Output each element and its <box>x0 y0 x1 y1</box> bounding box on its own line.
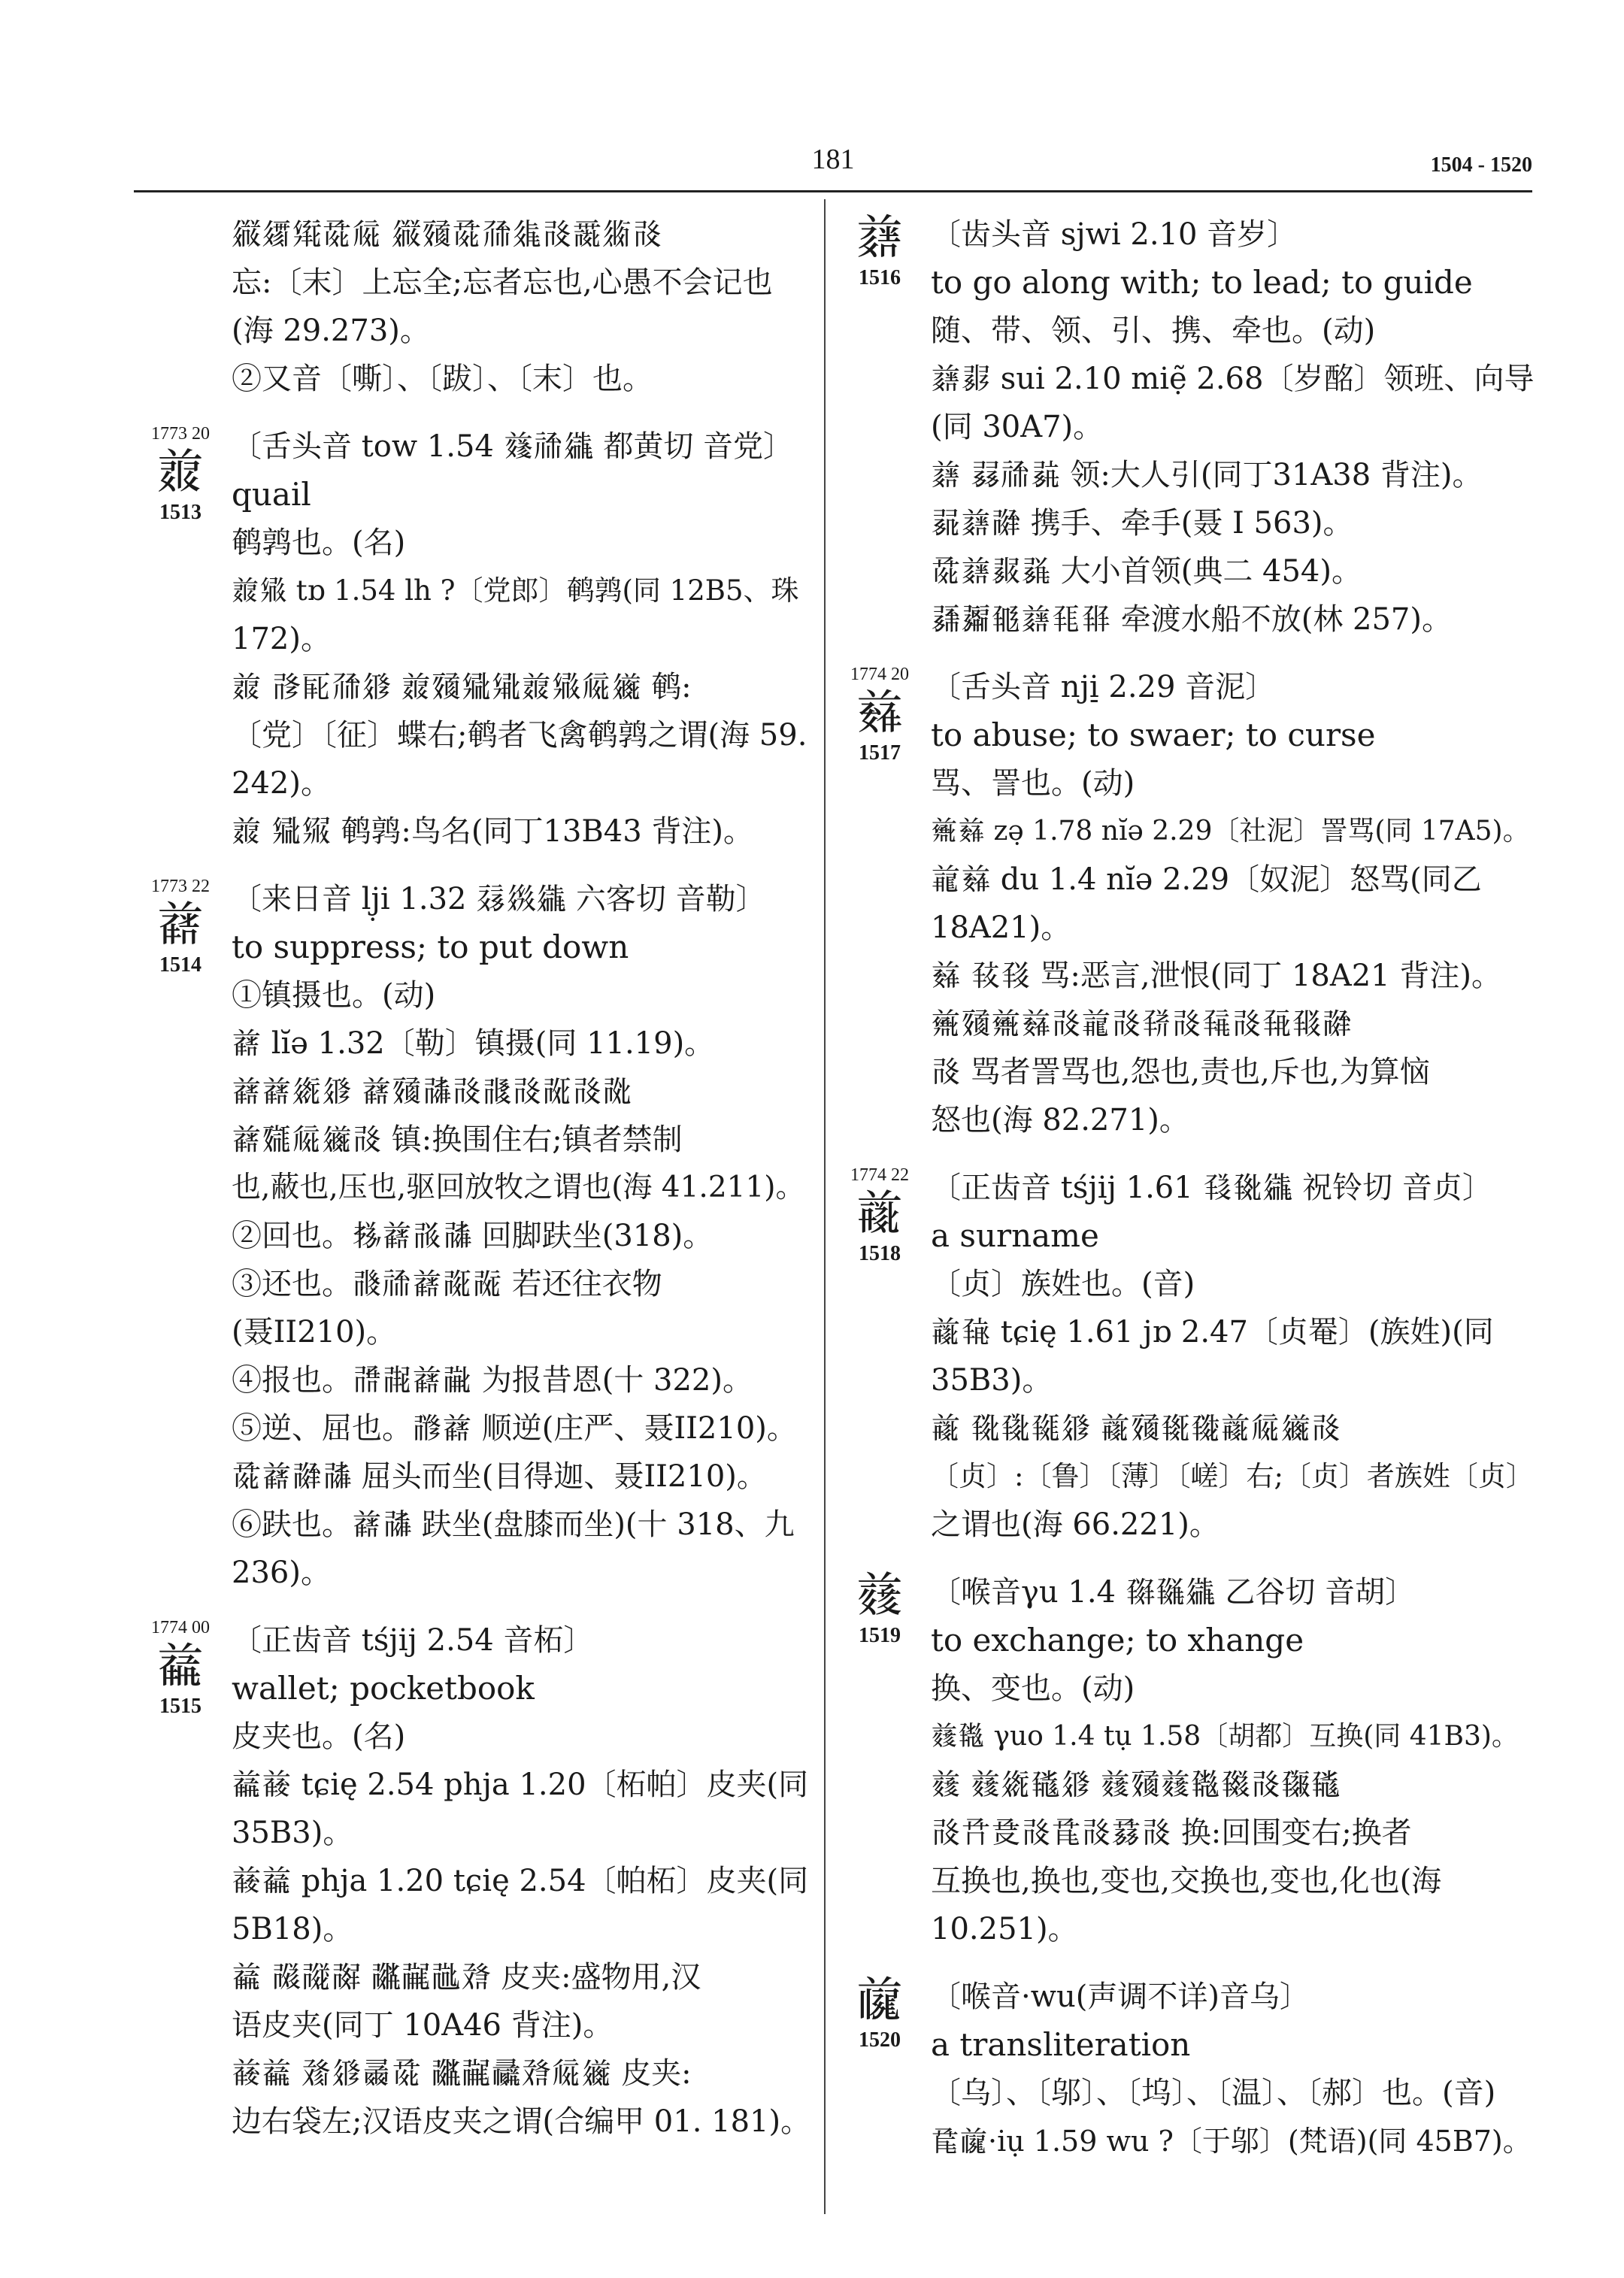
english-gloss: to exchange; to xhange <box>931 1622 1304 1659</box>
entry-number: 1516 <box>859 266 901 289</box>
head-glyph: 𗓲 <box>156 897 205 953</box>
entry-line: 5B18)。 <box>232 1912 353 1946</box>
entry-line: 〔贞〕族姓也。(音) <box>931 1267 1195 1301</box>
entry-line: 之谓也(海 66.221)。 <box>931 1507 1220 1542</box>
entry-line: 忘:〔末〕上忘全;忘者忘也,心愚不会记也 <box>232 265 773 300</box>
entry-line: 〔贞〕:〔鲁〕〔薄〕〔嵯〕右;〔贞〕者族姓〔贞〕 <box>931 1460 1534 1492</box>
entry-line: 𗓺 𗓺𗦵𗱋𗤁 𗓺𗸰𗓺𗱊𗱌𗰗𗱍𗱋 <box>931 1768 1341 1802</box>
entry-line: 𗓳 𗰥𗰦𗰧 𗰨𗰩𗰪𗰫 皮夹:盛物用,汉 <box>232 1960 701 1995</box>
entry-line: 随、带、领、引、携、牵也。(动) <box>931 314 1376 348</box>
entry-line: ②又音〔嘶〕、〔跋〕、〔末〕也。 <box>232 362 653 396</box>
entry-line: 〔舌头音 tow 1.54 𗔁𗘿𗪘 都黄切 音党〕 <box>232 429 794 464</box>
entry-line: 也,蔽也,压也,驱回放牧之谓也(海 41.211)。 <box>232 1171 805 1204</box>
entry-number: 1519 <box>859 1624 901 1647</box>
english-gloss: to suppress; to put down <box>232 928 629 965</box>
entry-line: 骂、詈也。(动) <box>931 766 1135 801</box>
entry-line: 10.251)。 <box>931 1912 1078 1946</box>
entry-line: 𗓴𗓳 phja 1.20 tɕię 2.54〔帕柘〕皮夹(同 <box>232 1864 809 1898</box>
entry-number: 1514 <box>159 953 201 977</box>
entry-number: 1513 <box>159 501 201 524</box>
column-divider <box>824 199 826 2214</box>
english-gloss: to go along with; to lead; to guide <box>931 264 1473 301</box>
entry-line: (海 29.273)。 <box>232 314 430 348</box>
english-gloss: a surname <box>931 1217 1099 1254</box>
four-corner-code: 1774 00 <box>151 1618 210 1637</box>
english-gloss: a transliteration <box>931 2026 1191 2063</box>
dictionary-entry <box>842 1164 1534 1549</box>
entry-line: 互换也,换也,变也,交换也,变也,化也(海 <box>931 1864 1442 1898</box>
entry-line: 𗰲𗓵𗰤 携手、牵手(聂 I 563)。 <box>931 506 1353 541</box>
entry-line: 𗓴𗓳 𗰬𗤁𗰭𗱕 𗰨𗰩𗰮𗰫𗏁𗫂 皮夹: <box>232 2056 692 2091</box>
head-glyph: 𗓶 <box>856 685 904 741</box>
entry-gutter <box>143 1616 218 1720</box>
entry-line: 𗓲 lĭə 1.32〔勒〕镇摄(同 11.19)。 <box>232 1026 715 1061</box>
four-corner-code: 1774 22 <box>850 1165 909 1185</box>
entry-line: 边右袋左;汉语皮夹之谓(合编甲 01. 181)。 <box>232 2104 811 2139</box>
entry-gutter <box>143 423 218 526</box>
entry-gutter <box>842 663 917 767</box>
entry-line: 怒也(海 82.271)。 <box>931 1103 1189 1137</box>
entry-line: 𗓱 𗰔𗀄𗗙𗤁 𗓱𗸰𗋐𗋑𗓱𗋒𗏁𗫂 鹌: <box>232 670 692 704</box>
four-corner-code: 1773 20 <box>151 424 210 444</box>
entry-line: 〔来日音 lj̣i 1.32 𗡬𗤺𗪘 六客切 音勒〕 <box>232 882 766 916</box>
entry-gutter <box>842 1568 917 1649</box>
entry-line: 172)。 <box>232 622 331 656</box>
dictionary-entry <box>143 211 812 403</box>
entry-line: 〔齿头音 sjwi 2.10 音岁〕 <box>931 217 1298 252</box>
dictionary-entry <box>842 663 1534 1144</box>
entry-line: 𗰗𗱎𗱏𗰗𗱐𗰗𗱑𗰗 换:回围变右;换者 <box>931 1816 1412 1850</box>
entry-line: 语皮夹(同丁 10A46 背注)。 <box>232 2008 614 2043</box>
english-gloss: wallet; pocketbook <box>232 1670 535 1707</box>
entry-line: ③还也。𗰝𗘿𗓲𗰞𗰟 若还往衣物 <box>232 1267 662 1301</box>
entry-number: 1517 <box>859 741 901 765</box>
entry-line: 𗓱 𗋐𗋔 鹌鹑:鸟名(同丁13B43 背注)。 <box>232 814 754 849</box>
entry-line: 𗓲𗓲𗦵𗤁 𗓲𗸰𗰜𗰗𗰘𗰗𗰙𗰗𗰚 <box>232 1074 632 1109</box>
entry-line: 𗰵𗰶𗰷𗓵𗰸𗰹 牵渡水船不放(林 257)。 <box>931 602 1452 637</box>
entry-line: ①镇摄也。(动) <box>232 978 436 1013</box>
entry-line: 𗓲𗸱𗏁𗫂𗰗 镇:换围住右;镇者禁制 <box>232 1122 683 1157</box>
left-column <box>143 211 812 2165</box>
entry-line: 𗓶 𗰺𗰻 骂:恶言,泄恨(同丁 18A21 背注)。 <box>931 959 1501 993</box>
entry-line: 𗱕𗓲𗰤𗰜 屈头而坐(目得迦、聂II210)。 <box>232 1459 767 1494</box>
entry-line: 𗱒𗓻·iụ 1.59 wu ?〔于邬〕(梵语)(同 45B7)。 <box>931 2125 1532 2158</box>
entry-line: 𗓱𗋒 tɒ 1.54 lh ?〔党郎〕鹌鹑(同 12B5、珠 <box>232 574 799 607</box>
entry-line: 鹌鹑也。(名) <box>232 526 406 560</box>
entry-line: ④报也。𗰠𗰡𗓲𗰢 为报昔恩(十 322)。 <box>232 1363 753 1398</box>
entry-gutter <box>143 875 218 979</box>
entry-line: 𗓹 𗱃𗱄𗱅𗤁 𗓹𗸰𗱆𗱇𗓹𗏁𗫂𗰗 <box>931 1411 1341 1446</box>
four-corner-code: 1773 22 <box>151 877 210 896</box>
dictionary-entry <box>842 211 1534 644</box>
entry-line: 35B3)。 <box>931 1363 1053 1398</box>
entry-line: 𗓷𗓶 zə̣ 1.78 nĭə 2.29〔社泥〕詈骂(同 17A5)。 <box>931 816 1530 847</box>
entry-line: 242)。 <box>232 766 331 801</box>
entry-line: 换、变也。(动) <box>931 1671 1135 1706</box>
entry-line: 𗪡𗨻𗋕𗱕𗏁 𗪡𗸰𗱕𗗙𗤉𗰗𗵘𗼖𗰗 <box>232 217 662 252</box>
entry-line: 𗱕𗓵𗰳𗰴 大小首领(典二 454)。 <box>931 554 1362 589</box>
dictionary-entry <box>143 1616 812 2146</box>
entry-line: 𗓵𗰯 sui 2.10 miẹ̃ 2.68〔岁酩〕领班、向导 <box>931 362 1535 396</box>
head-glyph: 𗓺 <box>856 1568 904 1623</box>
right-column <box>842 211 1534 2185</box>
entry-line: 𗓵 𗰰𗘿𗰱 领:大人引(同丁31A38 背注)。 <box>931 458 1483 492</box>
entry-range: 1504 - 1520 <box>1430 153 1532 177</box>
entry-number: 1518 <box>859 1242 901 1265</box>
head-glyph: 𗓱 <box>156 444 205 500</box>
head-glyph: 𗓹 <box>856 1186 904 1241</box>
entry-line: 〔舌头音 nji̠ 2.29 音泥〕 <box>931 670 1276 704</box>
entry-line: 〔喉音γu 1.4 𗱈𗱉𗪘 乙谷切 音胡〕 <box>931 1575 1416 1610</box>
entry-line: 35B3)。 <box>232 1816 353 1850</box>
english-gloss: quail <box>232 476 311 513</box>
entry-number: 1515 <box>159 1695 201 1718</box>
dictionary-entry <box>842 1973 1534 2165</box>
entry-line: 𗓺𗱊 γuo 1.4 tụ 1.58〔胡都〕互换(同 41B3)。 <box>931 1721 1519 1752</box>
entry-gutter <box>842 1973 917 2054</box>
entry-line: 〔乌〕、〔邬〕、〔坞〕、〔温〕、〔郝〕也。(音) <box>931 2076 1496 2110</box>
entry-gutter <box>842 211 917 292</box>
entry-line: 〔党〕〔征〕蝶右;鹌者飞禽鹌鹑之谓(海 59. <box>232 718 807 753</box>
entry-line: ②回也。𗈪𗓲𗰛𗰜 回脚趺坐(318)。 <box>232 1219 714 1253</box>
entry-line: 𗓷𗸰𗓷𗓶𗰗𗓸𗰗𗰼𗰗𗰽𗰗𗰾𗰿𗰤 <box>931 1007 1352 1041</box>
entry-line: 236)。 <box>232 1556 331 1590</box>
entry-line: 皮夹也。(名) <box>232 1719 406 1754</box>
dictionary-entry <box>143 423 812 856</box>
head-glyph: 𗓵 <box>856 210 904 265</box>
dictionary-entry <box>842 1568 1534 1953</box>
head-glyph: 𗓳 <box>156 1638 205 1694</box>
entry-line: 𗓹𗱂 tɕię 1.61 jɒ 2.47〔贞罨〕(族姓)(同 <box>931 1315 1494 1350</box>
entry-line: 〔喉音·wu(声调不详)音乌〕 <box>931 1980 1310 2014</box>
entry-line: 〔正齿音 tśjij 1.61 𗱀𗱁𗪘 祝铃切 音贞〕 <box>931 1171 1492 1205</box>
head-glyph: 𗓻 <box>856 1972 904 2028</box>
entry-line: 𗓸𗓶 du 1.4 nĭə 2.29〔奴泥〕怒骂(同乙 <box>931 862 1482 897</box>
entry-line: (聂II210)。 <box>232 1315 397 1350</box>
entry-line: 𗓳𗓴 tɕię 2.54 phja 1.20〔柘帕〕皮夹(同 <box>232 1768 809 1802</box>
entry-line: ⑤逆、屈也。𗰣𗓲 顺逆(庄严、聂II210)。 <box>232 1411 797 1446</box>
entry-line: 〔正齿音 tśjij 2.54 音柘〕 <box>232 1623 594 1658</box>
page-header <box>134 143 1532 188</box>
entry-line: 18A21)。 <box>931 910 1071 945</box>
entry-gutter <box>842 1164 917 1268</box>
english-gloss: to abuse; to swaer; to curse <box>931 716 1376 753</box>
dictionary-entry <box>143 875 812 1597</box>
header-rule <box>134 190 1532 192</box>
entry-number: 1520 <box>859 2028 901 2052</box>
entry-line: ⑥趺也。𗓲𗰜 趺坐(盘膝而坐)(十 318、九 <box>232 1507 795 1542</box>
entry-line: 𗰗 骂者詈骂也,怨也,责也,斥也,为算恼 <box>931 1055 1430 1089</box>
four-corner-code: 1774 20 <box>850 665 909 684</box>
entry-line: (同 30A7)。 <box>931 410 1104 444</box>
page-number: 181 <box>811 144 855 175</box>
